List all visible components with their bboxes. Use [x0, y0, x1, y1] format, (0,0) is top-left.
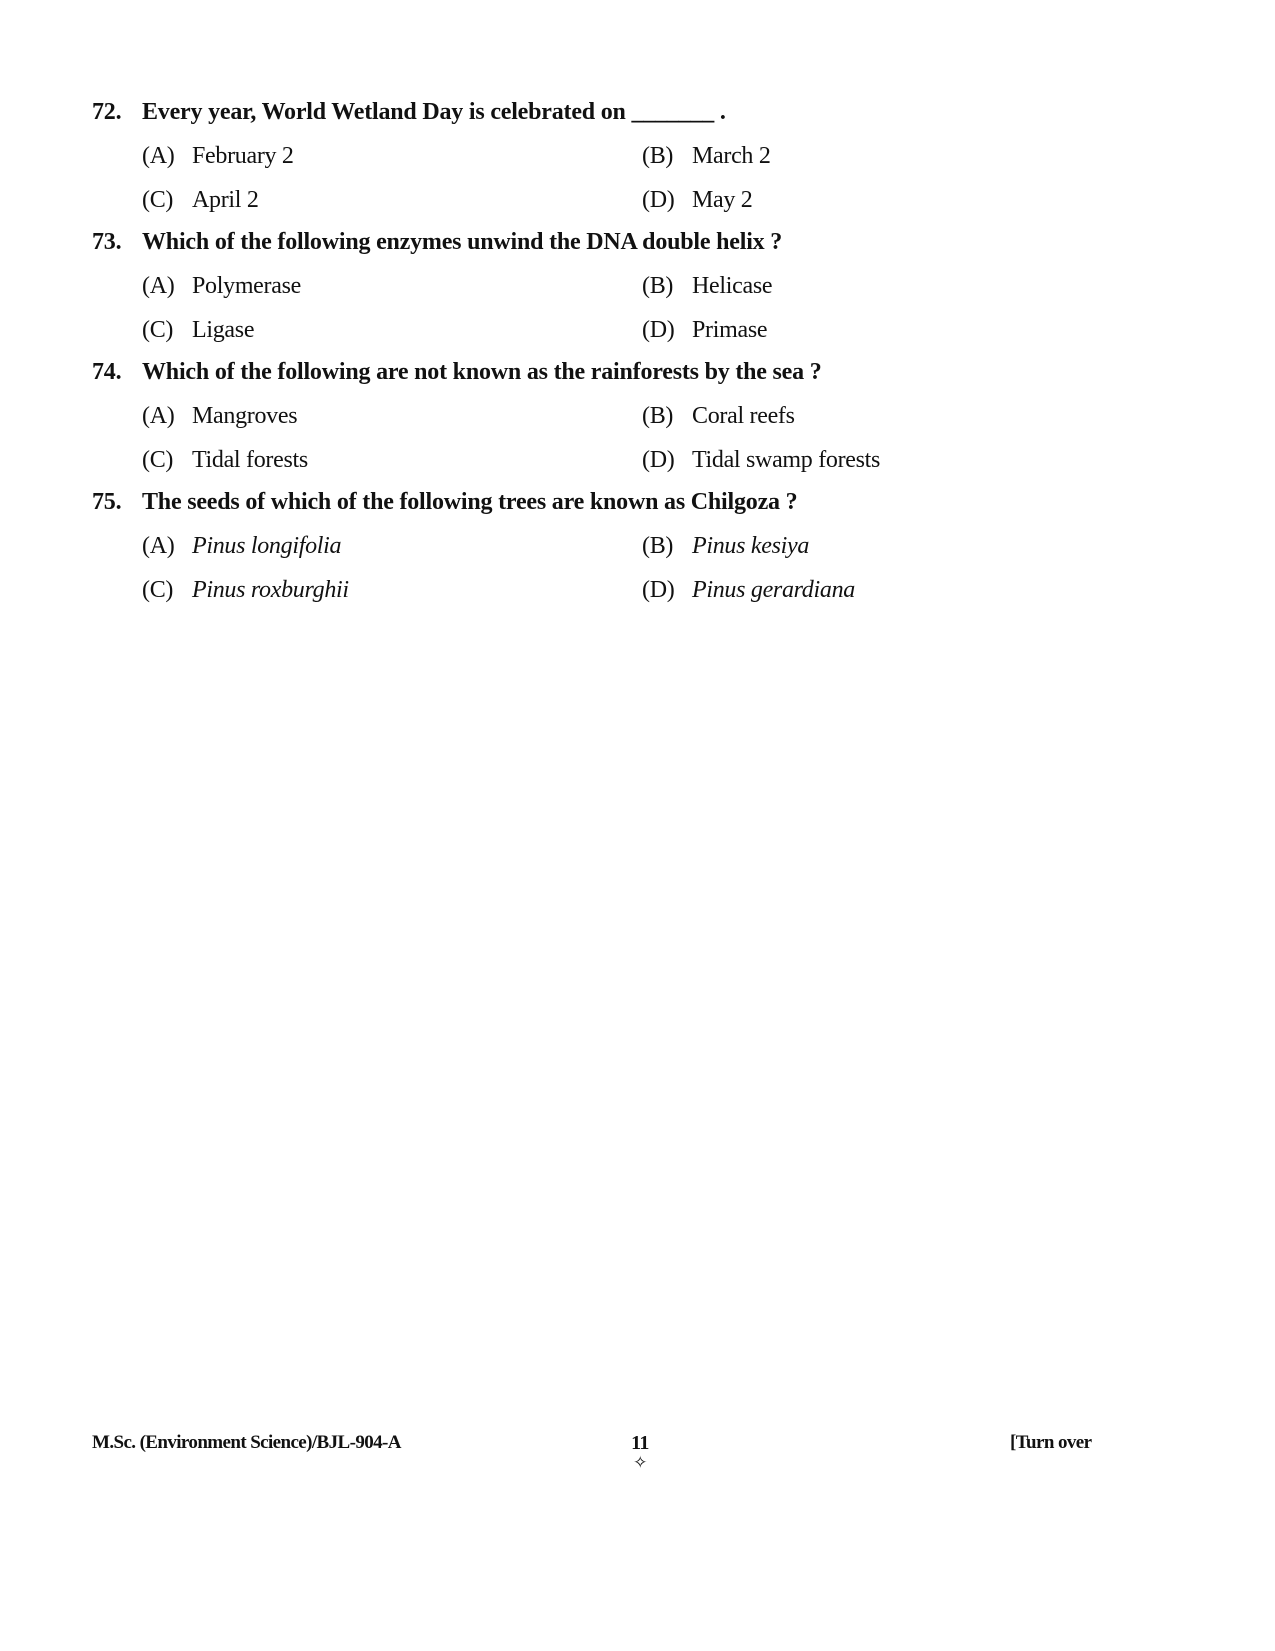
option-label: (C) — [142, 317, 174, 343]
option-a — [142, 530, 341, 562]
question-text: Every year, World Wetland Day is celebrated on _______ . — [142, 99, 726, 125]
option-text: Pinus roxburghii — [192, 577, 349, 603]
page-footer — [0, 1430, 1275, 1490]
option-text: Coral reefs — [692, 403, 795, 429]
option-a — [142, 140, 294, 172]
option-c — [142, 184, 259, 216]
option-label: (B) — [642, 403, 674, 429]
option-text: Primase — [692, 317, 768, 343]
option-text: Tidal swamp forests — [692, 447, 881, 473]
option-label: (C) — [142, 187, 174, 213]
option-text: Pinus longifolia — [192, 533, 342, 559]
option-text: February 2 — [192, 143, 294, 169]
option-text: May 2 — [692, 187, 753, 213]
question-text: The seeds of which of the following trees are known as Chilgoza ? — [142, 489, 798, 515]
option-label: (D) — [642, 447, 675, 473]
option-d — [642, 184, 753, 216]
question-stem — [92, 356, 822, 388]
question-stem — [92, 486, 797, 518]
option-c — [142, 314, 254, 346]
option-c — [142, 574, 349, 606]
option-text: Pinus gerardiana — [692, 577, 855, 603]
question-number: 75. — [92, 489, 122, 515]
question-text: Which of the following enzymes unwind the DNA double helix ? — [142, 229, 783, 255]
option-a — [142, 270, 301, 302]
option-text: Mangroves — [192, 403, 298, 429]
option-d — [642, 444, 880, 476]
option-label: (B) — [642, 143, 674, 169]
option-text: Ligase — [192, 317, 255, 343]
option-label: (A) — [142, 533, 175, 559]
question-stem — [92, 226, 782, 258]
option-label: (D) — [642, 187, 675, 213]
option-text: March 2 — [692, 143, 771, 169]
paper-code: M.Sc. (Environment Science)/BJL-904-A — [92, 1432, 401, 1453]
option-label: (C) — [142, 577, 174, 603]
option-b — [642, 400, 795, 432]
option-text: Helicase — [692, 273, 773, 299]
option-label: (D) — [642, 317, 675, 343]
option-label: (A) — [142, 273, 175, 299]
option-b — [642, 270, 772, 302]
option-a — [142, 400, 297, 432]
option-label: (B) — [642, 533, 674, 559]
option-d — [642, 314, 767, 346]
option-label: (A) — [142, 403, 175, 429]
option-text: Polymerase — [192, 273, 301, 299]
option-text: Tidal forests — [192, 447, 308, 473]
star-ornament-icon: ✧ — [633, 1453, 647, 1472]
question-text: Which of the following are not known as the rainforests by the sea ? — [142, 359, 822, 385]
question-number: 73. — [92, 229, 122, 255]
turn-over-note: [Turn over — [1010, 1432, 1092, 1453]
option-text: Pinus kesiya — [692, 533, 810, 559]
question-stem — [92, 96, 726, 128]
question-number: 72. — [92, 99, 122, 125]
option-d — [642, 574, 855, 606]
option-b — [642, 530, 809, 562]
option-b — [642, 140, 771, 172]
option-label: (B) — [642, 273, 674, 299]
page-number: 11 — [631, 1432, 649, 1454]
option-label: (C) — [142, 447, 174, 473]
option-text: April 2 — [192, 187, 259, 213]
option-label: (D) — [642, 577, 675, 603]
question-number: 74. — [92, 359, 122, 385]
option-label: (A) — [142, 143, 175, 169]
option-c — [142, 444, 308, 476]
